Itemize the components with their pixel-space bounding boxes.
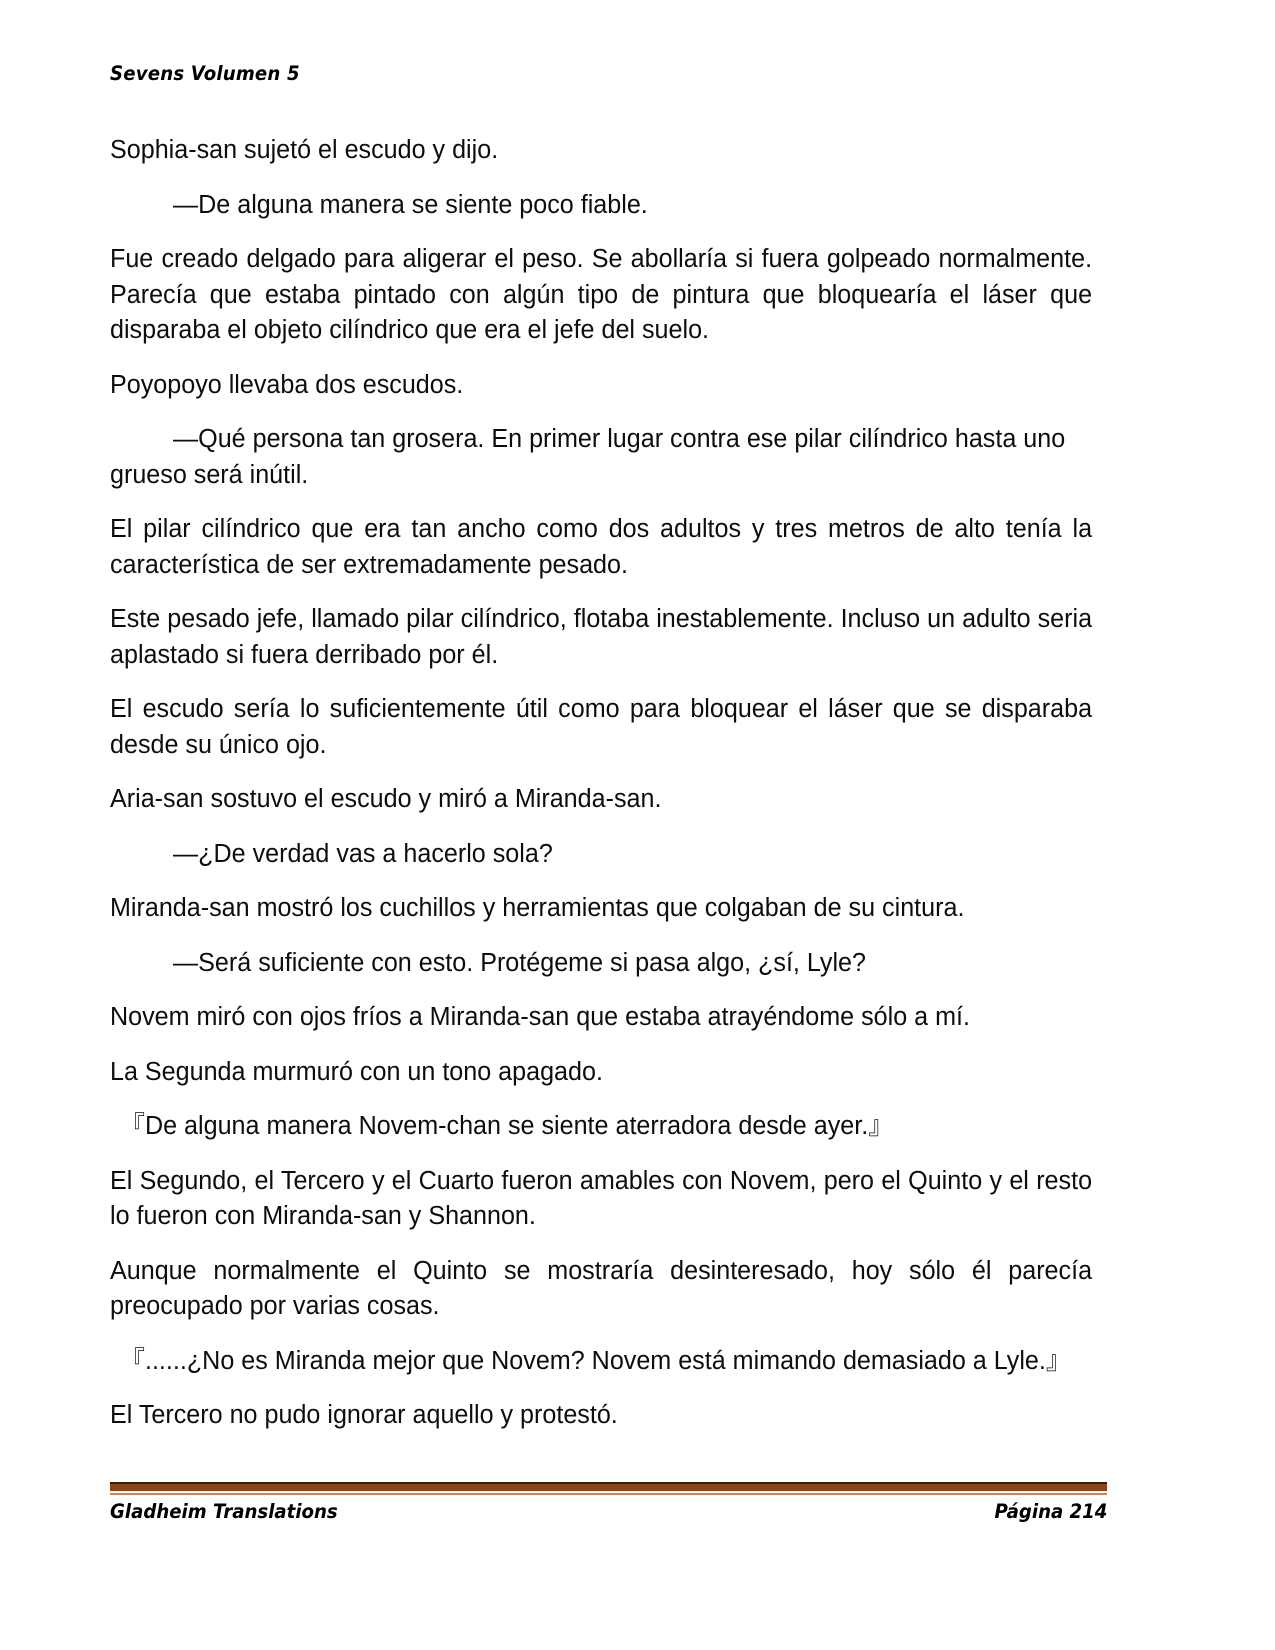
translation-group-credit: Gladheim Translations <box>110 1500 338 1523</box>
page-body <box>110 133 1107 1434</box>
footer-rule-light <box>110 1493 1107 1495</box>
body-paragraph: La Segunda murmuró con un tono apagado. <box>110 1057 603 1086</box>
body-paragraph: El pilar cilíndrico que era tan ancho como dos adultos y tres metros de alto tenía la característica de ser extremadamente pesado. <box>110 515 1093 579</box>
body-paragraph: —Será suficiente con esto. Protégeme si pasa algo, ¿sí, Lyle? <box>173 948 867 977</box>
body-paragraph: 『......¿No es Miranda mejor que Novem? Novem está mimando demasiado a Lyle.』 <box>119 1346 1072 1375</box>
body-paragraph: Este pesado jefe, llamado pilar cilíndrico, flotaba inestablemente. Incluso un adulto seria aplastado si fuera derribado por él. <box>110 605 1093 669</box>
body-paragraph: —Qué persona tan grosera. En primer lugar contra ese pilar cilíndrico hasta uno grueso será inútil. <box>110 425 1066 489</box>
body-paragraph: Fue creado delgado para aligerar el peso. Se abollaría si fuera golpeado normalmente. Parecía que estaba pintado con algún tipo de pintura que bloquearía el láser que disparaba el objeto cilíndrico que era el jefe del suelo. <box>110 245 1093 344</box>
book-title: Sevens Volumen 5 <box>110 62 300 85</box>
body-paragraph: El Segundo, el Tercero y el Cuarto fueron amables con Novem, pero el Quinto y el resto lo fueron con Miranda-san y Shannon. <box>110 1166 1093 1230</box>
page-number: Página 214 <box>994 1500 1107 1523</box>
footer-rule-brown <box>110 1484 1107 1491</box>
body-paragraph: Aunque normalmente el Quinto se mostraría desinteresado, hoy sólo él parecía preocupado por varias cosas. <box>110 1256 1093 1320</box>
body-paragraph: Novem miró con ojos fríos a Miranda-san que estaba atrayéndome sólo a mí. <box>110 1003 970 1031</box>
body-paragraph: Sophia-san sujetó el escudo y dijo. <box>110 136 499 164</box>
body-paragraph: Miranda-san mostró los cuchillos y herramientas que colgaban de su cintura. <box>110 894 965 922</box>
body-paragraph: 『De alguna manera Novem-chan se siente aterradora desde ayer.』 <box>119 1112 894 1140</box>
body-paragraph: Aria-san sostuvo el escudo y miró a Miranda-san. <box>110 785 662 813</box>
page-footer <box>110 1500 1107 1523</box>
body-paragraph: El Tercero no pudo ignorar aquello y protestó. <box>110 1401 618 1429</box>
page-header <box>110 62 1105 96</box>
body-paragraph: El escudo sería lo suficientemente útil como para bloquear el láser que se disparaba desde su único ojo. <box>110 695 1093 759</box>
body-paragraph: —¿De verdad vas a hacerlo sola? <box>173 839 553 868</box>
footer-divider <box>110 1482 1107 1494</box>
body-paragraph: —De alguna manera se siente poco fiable. <box>173 190 648 219</box>
body-paragraph: Poyopoyo llevaba dos escudos. <box>110 370 464 399</box>
